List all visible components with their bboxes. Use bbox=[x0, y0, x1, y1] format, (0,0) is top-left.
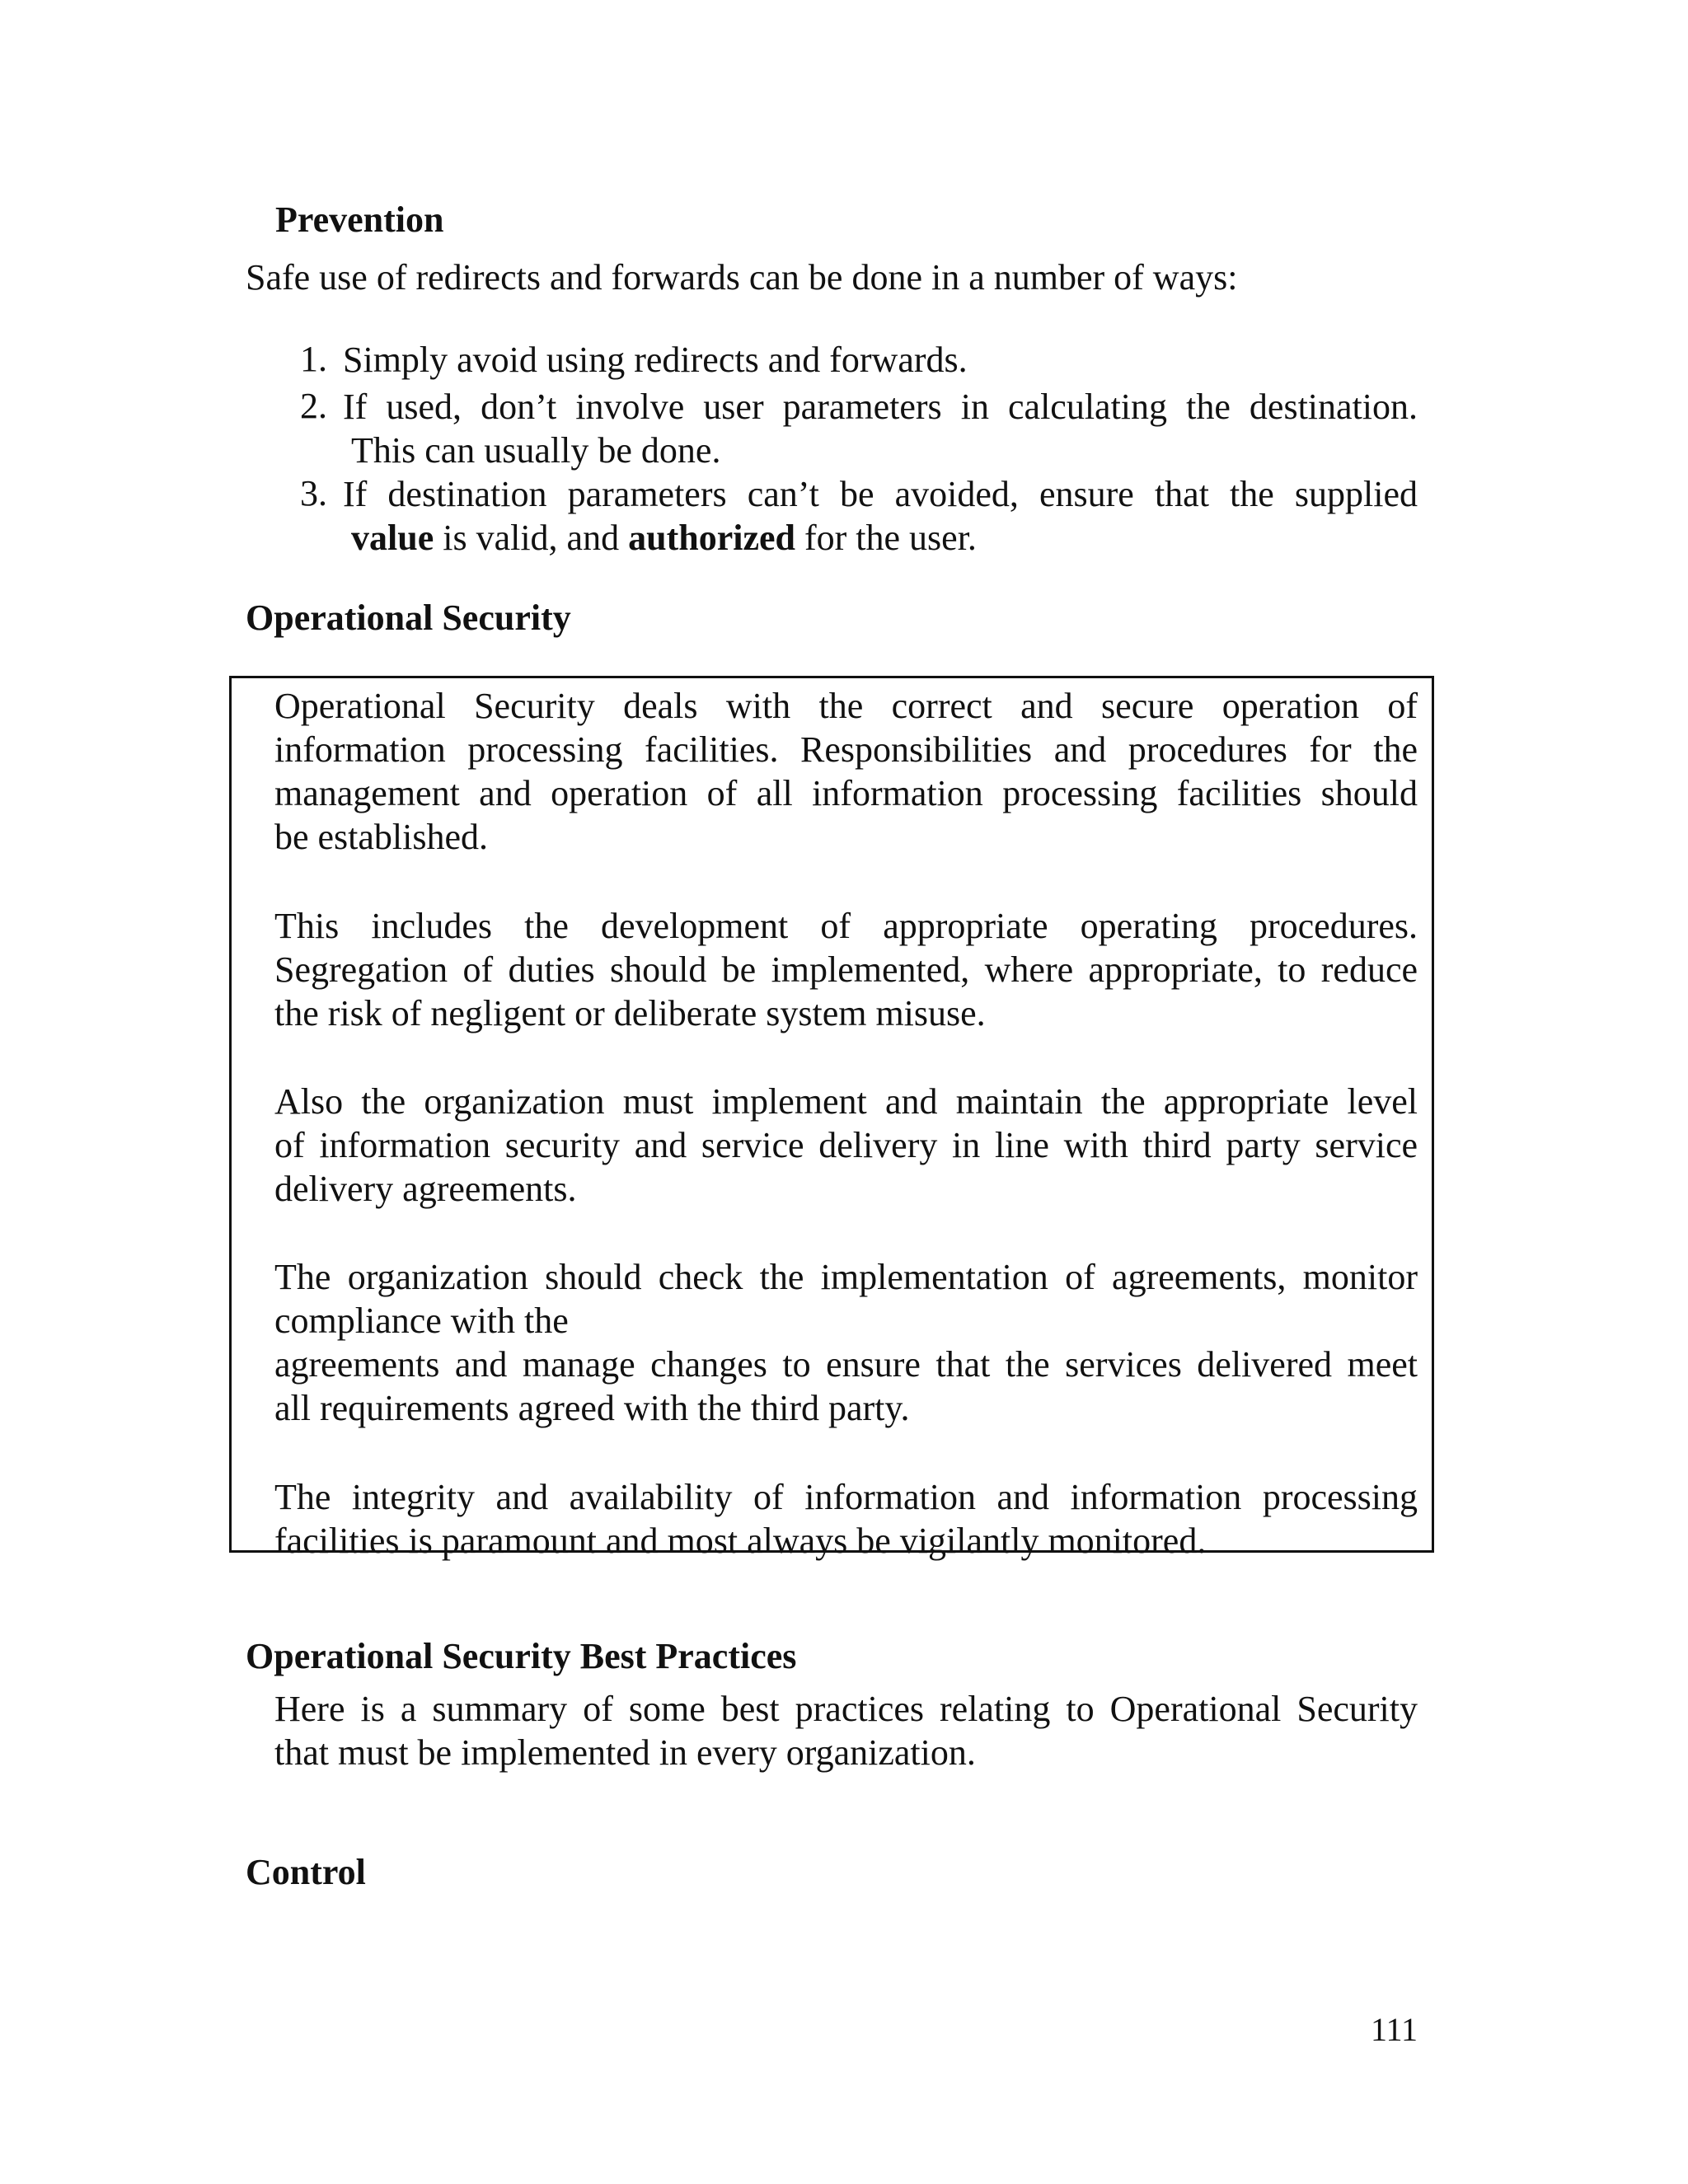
paragraph-line: information processing facilities. Responsibilities and procedures for the bbox=[274, 729, 1418, 770]
control-heading: Control bbox=[246, 1852, 366, 1892]
paragraph-line: all requirements agreed with the third party. bbox=[274, 1388, 910, 1428]
page-number: 111 bbox=[1370, 2011, 1418, 2048]
paragraph-line: The organization should check the implementation of agreements, monitor bbox=[274, 1257, 1418, 1297]
operational-security-heading: Operational Security bbox=[246, 598, 571, 638]
box-paragraph bbox=[274, 1080, 1418, 1211]
paragraph-line: facilities is paramount and most always be vigilantly monitored. bbox=[274, 1521, 1207, 1561]
box-paragraph bbox=[274, 904, 1418, 1035]
paragraph-line: be established. bbox=[274, 817, 489, 857]
bold-term-authorized: authorized bbox=[628, 518, 795, 558]
prevention-intro: Safe use of redirects and forwards can be done in a number of ways: bbox=[246, 257, 1238, 298]
list-item-text: If destination parameters can’t be avoided, ensure that the supplied bbox=[343, 474, 1418, 514]
list-item-text-continued bbox=[343, 516, 1418, 560]
paragraph-line: compliance with the bbox=[274, 1301, 569, 1341]
paragraph-line: that must be implemented in every organization. bbox=[274, 1732, 976, 1773]
box-paragraph bbox=[274, 684, 1418, 859]
list-number: 2. bbox=[300, 386, 327, 426]
list-item-text-continued: This can usually be done. bbox=[351, 430, 721, 471]
list-number: 1. bbox=[300, 339, 327, 379]
paragraph-line: Also the organization must implement and maintain the appropriate level bbox=[274, 1081, 1418, 1122]
list-item-text: Simply avoid using redirects and forwards. bbox=[343, 340, 968, 380]
paragraph-line: Here is a summary of some best practices relating to Operational Security bbox=[274, 1689, 1418, 1729]
paragraph-line: Segregation of duties should be implemented, where appropriate, to reduce bbox=[274, 949, 1418, 990]
box-paragraph bbox=[274, 1255, 1418, 1430]
paragraph-line: management and operation of all information processing facilities should bbox=[274, 773, 1418, 813]
best-practices-heading: Operational Security Best Practices bbox=[246, 1636, 797, 1676]
paragraph-line: The integrity and availability of information and information processing bbox=[274, 1477, 1418, 1517]
list-number: 3. bbox=[300, 473, 327, 513]
paragraph-line: Operational Security deals with the correct and secure operation of bbox=[274, 686, 1418, 726]
paragraph-line: This includes the development of appropriate operating procedures. bbox=[274, 906, 1418, 946]
bold-term-value: value bbox=[351, 518, 434, 558]
paragraph-line: agreements and manage changes to ensure that the services delivered meet bbox=[274, 1344, 1418, 1385]
best-practices-paragraph bbox=[274, 1687, 1418, 1774]
paragraph-line: the risk of negligent or deliberate system misuse. bbox=[274, 993, 986, 1033]
list-item-text: If used, don’t involve user parameters in calculating the destination. bbox=[343, 387, 1418, 427]
paragraph-line: of information security and service delivery in line with third party service bbox=[274, 1125, 1418, 1165]
list-item-end-text: for the user. bbox=[795, 518, 977, 558]
prevention-heading: Prevention bbox=[275, 199, 444, 240]
list-item-mid-text: is valid, and bbox=[434, 518, 629, 558]
box-paragraph bbox=[274, 1475, 1418, 1563]
paragraph-line: delivery agreements. bbox=[274, 1169, 577, 1209]
